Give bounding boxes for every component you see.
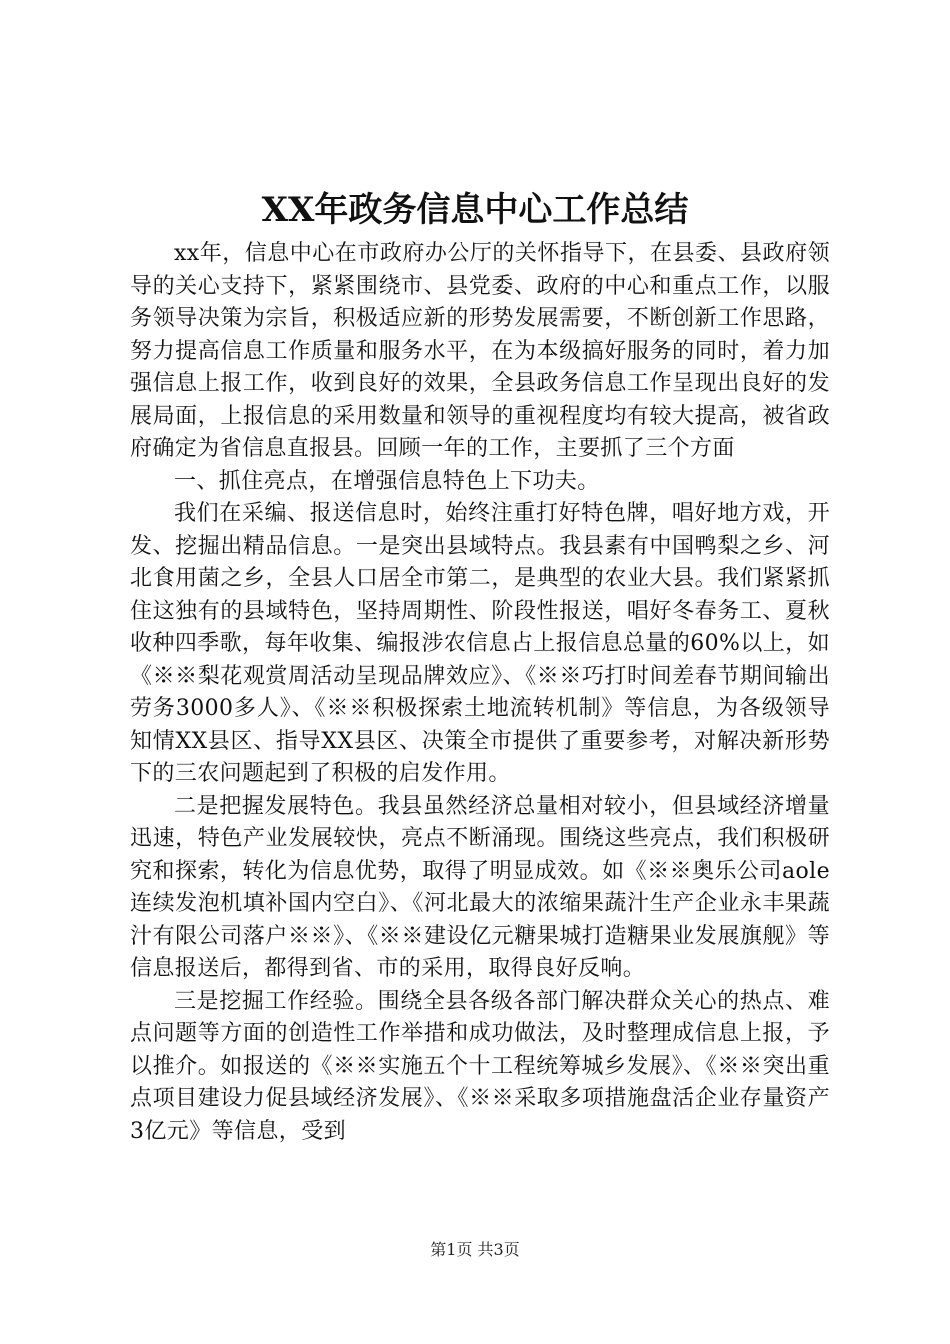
page-number: 第1页 xyxy=(430,1240,473,1259)
document-body xyxy=(130,238,830,1148)
paragraph-intro: xx年，信息中心在市政府办公厅的关怀指导下，在县委、县政府领导的关心支持下，紧紧围绕市、县党委、政府的中心和重点工作，以服务领导决策为宗旨，积极适应新的形势发展需要，不断创新工作思路，努力提高信息工作质量和服务水平，在为本级搞好服务的同时，着力加强信息上报工作，收到良好的效果，全县政务信息工作呈现出良好的发展局面，上报信息的采用数量和领导的重视程度均有较大提高，被省政府确定为省信息直报县。回顾一年的工作，主要抓了三个方面 xyxy=(130,241,830,461)
paragraph-work-experience: 三是挖掘工作经验。围绕全县各级各部门解决群众关心的热点、难点问题等方面的创造性工作举措和成功做法，及时整理成信息上报，予以推介。如报送的《※※实施五个十工程统筹城乡发展》、《※※突出重点项目建设力促县域经济发展》、《※※采取多项措施盘活企业存量资产3亿元》等信息，受到 xyxy=(130,988,830,1144)
paragraph-section-heading: 一、抓住亮点，在增强信息特色上下功夫。 xyxy=(174,468,600,494)
page-total: 共3页 xyxy=(477,1240,520,1259)
paragraph-development-features: 二是把握发展特色。我县虽然经济总量相对较小，但县域经济增量迅速，特色产业发展较快，亮点不断涌现。围绕这些亮点，我们积极研究和探索，转化为信息优势，取得了明显成效。如《※※奥乐公司aole连续发泡机填补国内空白》、《河北最大的浓缩果蔬汁生产企业永丰果蔬汁有限公司落户※※》、《※※建设亿元糖果城打造糖果业发展旗舰》等信息报送后，都得到省、市的采用，取得良好反响。 xyxy=(130,793,830,981)
document-title: XX年政务信息中心工作总结 xyxy=(261,190,689,230)
page-footer xyxy=(0,1239,950,1261)
paragraph-county-features: 我们在采编、报送信息时，始终注重打好特色牌，唱好地方戏，开发、挖掘出精品信息。一是突出县域特点。我县素有中国鸭梨之乡、河北食用菌之乡，全县人口居全市第二，是典型的农业大县。我们紧紧抓住这独有的县域特色，坚持周期性、阶段性报送，唱好冬春务工、夏秋收种四季歌，每年收集、编报涉农信息占上报信息总量的60%以上，如《※※梨花观赏周活动呈现品牌效应》、《※※巧打时间差春节期间输出劳务3000多人》、《※※积极探索土地流转机制》等信息，为各级领导知情XX县区、指导XX县区、决策全市提供了重要参考，对解决新形势下的三农问题起到了积极的启发作用。 xyxy=(130,501,830,786)
